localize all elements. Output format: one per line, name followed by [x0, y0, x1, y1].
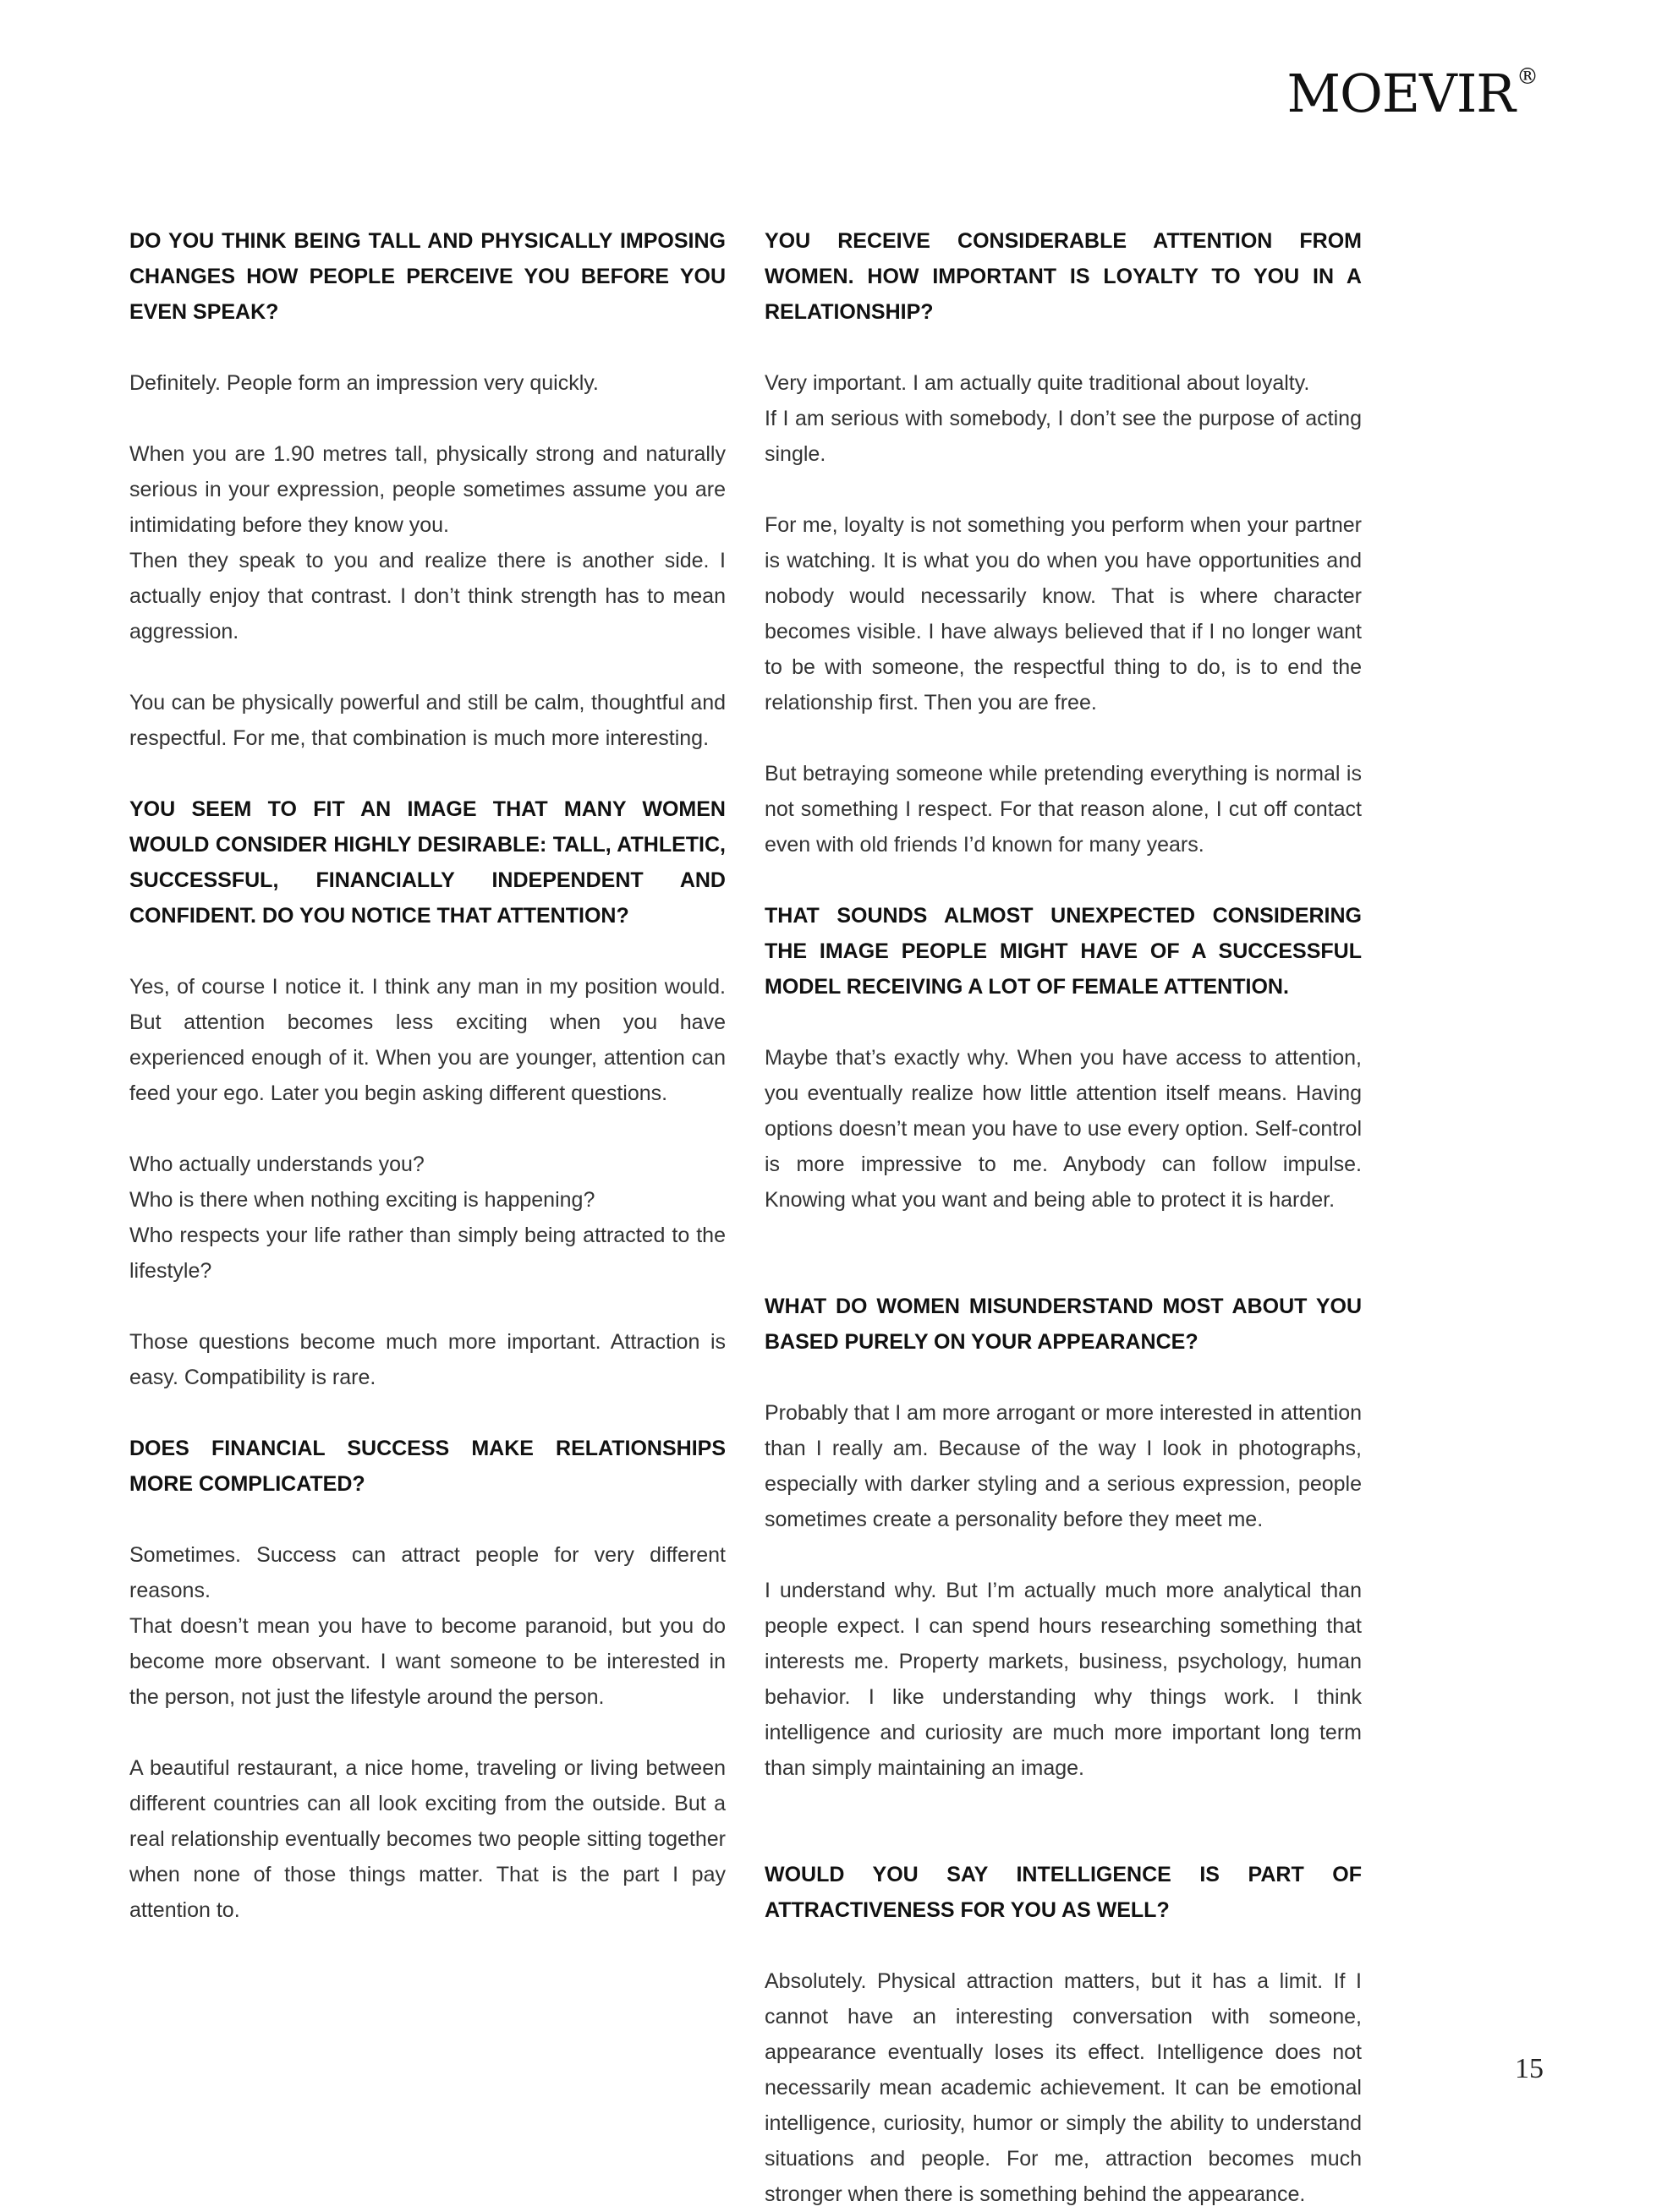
answer-paragraph: You can be physically powerful and still be calm, thoughtful and respectful. For me, that combination is much more interesting.: [129, 691, 726, 750]
answer-paragraph: But betraying someone while pretending everything is normal is not something I respect. For that reason alone, I cut off contact even with old friends I’d known for many years.: [765, 762, 1362, 857]
answer-paragraph: Yes, of course I notice it. I think any man in my position would. But attention becomes less exciting when you have experienced enough of it. When you are younger, attention can feed your ego. Later you begin asking different questions.: [129, 975, 726, 1105]
answer-paragraph: Absolutely. Physical attraction matters, but it has a limit. If I cannot have an interesting conversation with someone, appearance eventually loses its effect. Intelligence does not necessarily mean academic achievement. It can be emotional intelligence, curiosity, humor or simply the ability to understand situations and people. For me, attraction becomes much stronger when there is something behind the appearance.: [765, 1969, 1362, 2206]
answer-line: Who is there when nothing exciting is happening?: [129, 1188, 595, 1212]
answer-paragraph: When you are 1.90 metres tall, physically strong and naturally serious in your expression, people sometimes assume you are intimidating before they know you.: [129, 442, 726, 537]
answer-paragraph: A beautiful restaurant, a nice home, traveling or living between different countries can all look exciting from the outside. But a real relationship eventually becomes two people sitting together when none of those things matter. That is the part I pay attention to.: [129, 1756, 726, 1922]
question-attention: YOU SEEM TO FIT AN IMAGE THAT MANY WOMEN WOULD CONSIDER HIGHLY DESIRABLE: TALL, ATHLETIC, SUCCESSFUL, FINANCIALLY INDEPENDENT AND CONFIDENT. DO YOU NOTICE THAT ATTENTION?: [129, 797, 726, 928]
question-unexpected: THAT SOUNDS ALMOST UNEXPECTED CONSIDERING THE IMAGE PEOPLE MIGHT HAVE OF A SUCCESSFUL MODEL RECEIVING A LOT OF FEMALE ATTENTION.: [765, 904, 1362, 999]
brand-name: MOEVIR: [1286, 63, 1515, 124]
answer-paragraph: Maybe that’s exactly why. When you have access to attention, you eventually realize how little attention itself means. Having options doesn’t mean you have to use every option. Self-control is more impressive to me. Anybody can follow impulse. Knowing what you want and being able to protect it is harder.: [765, 1046, 1362, 1212]
registered-mark: ®: [1517, 64, 1538, 90]
answer-paragraph: Sometimes. Success can attract people for very different reasons.: [129, 1543, 726, 1602]
question-height: DO YOU THINK BEING TALL AND PHYSICALLY IMPOSING CHANGES HOW PEOPLE PERCEIVE YOU BEFORE YOU EVEN SPEAK?: [129, 229, 726, 324]
answer-paragraph: Those questions become much more important. Attraction is easy. Compatibility is rare.: [129, 1330, 726, 1389]
answer-paragraph: I understand why. But I’m actually much more analytical than people expect. I can spend hours researching something that interests me. Property markets, business, psychology, human behavior. I like understanding why things work. I think intelligence and curiosity are much more important long term than simply maintaining an image.: [765, 1579, 1362, 1780]
answer-line: Who respects your life rather than simply being attracted to the lifestyle?: [129, 1224, 726, 1283]
page-number: 15: [1515, 2053, 1544, 2084]
question-intelligence: WOULD YOU SAY INTELLIGENCE IS PART OF ATTRACTIVENESS FOR YOU AS WELL?: [765, 1863, 1362, 1922]
answer-line: Who actually understands you?: [129, 1153, 425, 1176]
answer-paragraph: That doesn’t mean you have to become paranoid, but you do become more observant. I want someone to be interested in the person, not just the lifestyle around the person.: [129, 1614, 726, 1709]
answer-line: If I am serious with somebody, I don’t see the purpose of acting single.: [765, 407, 1362, 466]
question-loyalty: YOU RECEIVE CONSIDERABLE ATTENTION FROM WOMEN. HOW IMPORTANT IS LOYALTY TO YOU IN A RELATIONSHIP?: [765, 229, 1362, 324]
right-column: [765, 223, 1362, 2212]
answer-paragraph: Then they speak to you and realize there is another side. I actually enjoy that contrast. I don’t think strength has to mean aggression.: [129, 549, 726, 643]
answer-line: Very important. I am actually quite traditional about loyalty.: [765, 371, 1310, 395]
brand-logo: [1286, 63, 1538, 124]
left-column: [129, 223, 726, 1928]
answer-paragraph: Probably that I am more arrogant or more interested in attention than I really am. Because of the way I look in photographs, especially with darker styling and a serious expression, people sometimes create a personality before they meet me.: [765, 1401, 1362, 1531]
answer-paragraph: Definitely. People form an impression very quickly.: [129, 371, 599, 395]
answer-paragraph: For me, loyalty is not something you perform when your partner is watching. It is what you do when you have opportunities and nobody would necessarily know. That is where character becomes visible. I have always believed that if I no longer want to be with someone, the respectful thing to do, is to end the relationship first. Then you are free.: [765, 513, 1362, 715]
question-financial-success: DOES FINANCIAL SUCCESS MAKE RELATIONSHIPS MORE COMPLICATED?: [129, 1437, 726, 1496]
question-misunderstand: WHAT DO WOMEN MISUNDERSTAND MOST ABOUT YOU BASED PURELY ON YOUR APPEARANCE?: [765, 1295, 1362, 1354]
